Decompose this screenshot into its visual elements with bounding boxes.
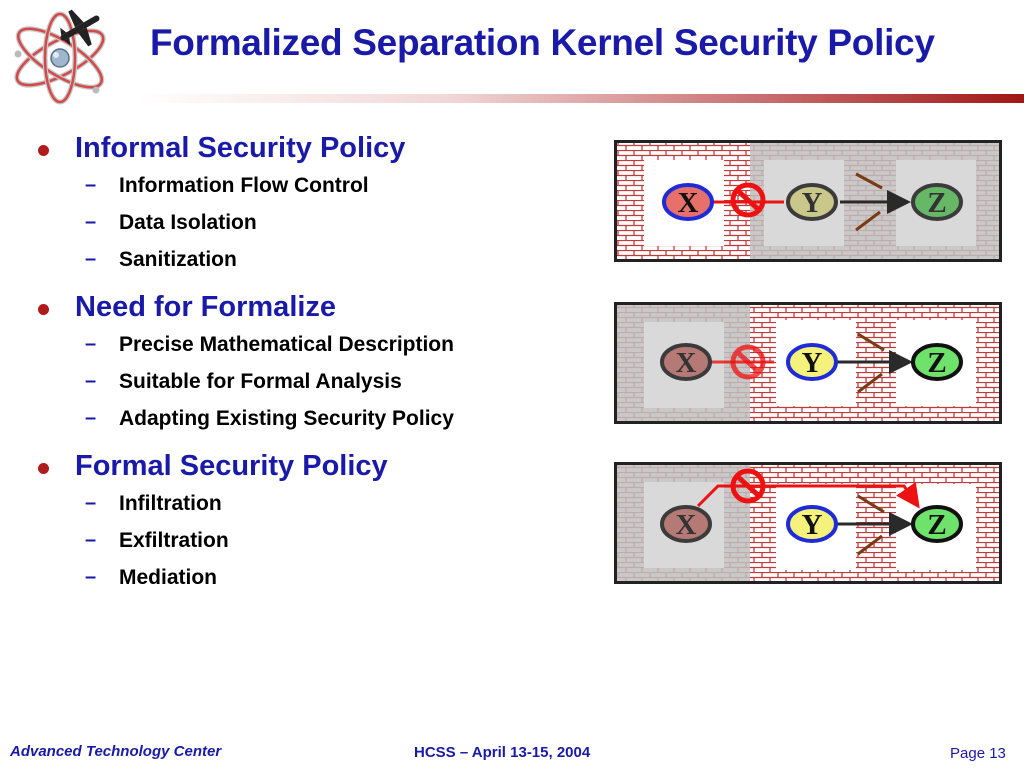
bullet-list	[38, 128, 598, 607]
sub-bullet-item: – Suitable for Formal Analysis	[85, 370, 402, 393]
diagram-data-isolation	[616, 304, 1001, 423]
bullet-item	[38, 289, 598, 327]
node-z-label: Z	[927, 347, 947, 379]
sub-bullet-item: – Adapting Existing Security Policy	[85, 407, 454, 430]
sub-bullet-item: – Precise Mathematical Description	[85, 333, 454, 356]
node-y-label: Y	[801, 187, 823, 219]
sub-bullet-label: Exfiltration	[119, 529, 229, 552]
sub-bullet-label: Mediation	[119, 566, 217, 589]
sub-bullet-item: – Information Flow Control	[85, 174, 369, 197]
footer-organization: Advanced Technology Center	[10, 743, 222, 760]
node-z-label: Z	[927, 187, 947, 219]
sub-bullet-item: – Infiltration	[85, 492, 222, 515]
separation-kernel-diagrams	[614, 140, 1002, 586]
sub-bullet-label: Information Flow Control	[119, 174, 369, 197]
sub-bullet-item: – Sanitization	[85, 248, 237, 271]
sub-bullet-item: – Data Isolation	[85, 211, 257, 234]
sub-bullet-label: Suitable for Formal Analysis	[119, 370, 402, 393]
footer-page-number: Page 13	[950, 745, 1006, 762]
page-title: Formalized Separation Kernel Security Policy	[150, 22, 935, 63]
diagram-information-flow-control	[616, 142, 1001, 261]
node-y-label: Y	[801, 509, 823, 541]
node-x-label: X	[675, 347, 697, 379]
node-y-label: Y	[801, 347, 823, 379]
footer-event: HCSS – April 13-15, 2004	[414, 744, 591, 761]
sub-bullet-item: – Mediation	[85, 566, 217, 589]
bullet-group-informal	[38, 130, 598, 279]
sub-bullet-label: Infiltration	[119, 492, 222, 515]
sub-bullet-label: Data Isolation	[119, 211, 257, 234]
sub-bullet-label: Sanitization	[119, 248, 237, 271]
bullet-group-need	[38, 289, 598, 438]
bullet-label: Informal Security Policy	[75, 132, 406, 164]
sub-bullet-item: – Exfiltration	[85, 529, 229, 552]
bullet-item	[38, 448, 598, 486]
bullet-item	[38, 130, 598, 168]
bullet-dot-icon	[38, 145, 49, 156]
bullet-dot-icon	[38, 304, 49, 315]
title-underline-bar	[138, 94, 1024, 103]
bullet-label: Formal Security Policy	[75, 450, 388, 482]
bullet-label: Need for Formalize	[75, 291, 337, 323]
node-z-label: Z	[927, 509, 947, 541]
bullet-dot-icon	[38, 463, 49, 474]
diagram-sanitization	[616, 464, 1001, 583]
bullet-group-formal	[38, 448, 598, 597]
node-x-label: X	[675, 509, 697, 541]
node-x-label: X	[677, 187, 699, 219]
sub-bullet-label: Precise Mathematical Description	[119, 333, 454, 356]
sub-bullet-label: Adapting Existing Security Policy	[119, 407, 454, 430]
atom-aircraft-logo-icon	[4, 2, 116, 106]
